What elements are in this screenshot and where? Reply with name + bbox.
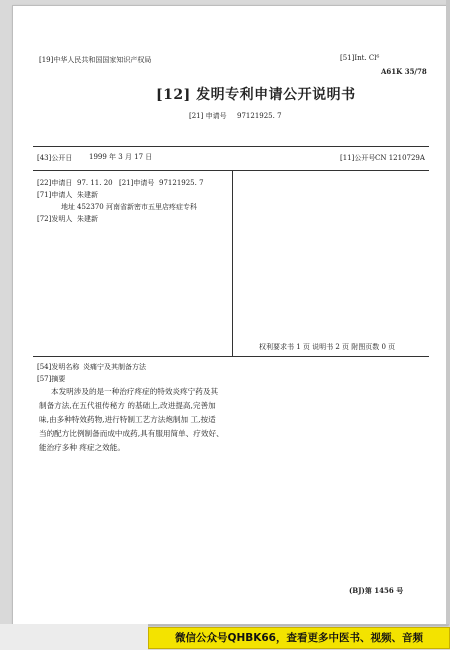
status-bar — [0, 624, 148, 650]
publication-date: 1999 年 3 月 17 日 — [89, 153, 153, 161]
divider-mid — [33, 170, 429, 171]
address: 452370 河南省新密市五里店疼症专科 — [77, 203, 197, 211]
invention-name-label: [54]发明名称 — [37, 363, 80, 371]
invention-name: 炎痛宁及其制备方法 — [83, 363, 146, 371]
inventor-label: [72]发明人 — [37, 215, 73, 223]
page-counts: 权利要求书 1 页 说明书 2 页 附图页数 0 页 — [259, 343, 396, 351]
application-number: 97121925. 7 — [237, 112, 282, 120]
abstract-line: 味,由多种特效药物,进行特制工艺方法炮制加 工,按适 — [39, 415, 216, 424]
divider-abstract — [33, 356, 429, 357]
abstract-line: 能治疗多种 疼症之效能。 — [39, 443, 125, 452]
promo-banner: 微信公众号QHBK66，查看更多中医书、视频、音频 — [148, 627, 450, 649]
abstract-line: 当的配方比例制备而成中成药,具有服用简单、疗效好、 — [39, 429, 224, 438]
publication-number-label: [11]公开号 — [340, 154, 376, 162]
abstract-label: [57]摘要 — [37, 375, 66, 383]
filing-date-label: [22]申请日 — [37, 179, 73, 187]
document-type-title: [12] 发明专利申请公开说明书 — [156, 87, 356, 103]
applicant-label: [71]申请人 — [37, 191, 73, 199]
address-label: 地址 — [61, 203, 75, 211]
application-number-label: [21] 申请号 — [189, 112, 227, 120]
vertical-scrollbar[interactable] — [446, 0, 450, 624]
int-cl-value: A61K 35/78 — [381, 67, 427, 76]
column-divider — [232, 170, 233, 356]
abstract-line: 本发明涉及的是一种治疗疼症的特效炎疼宁药及其 — [51, 387, 219, 396]
abstract-line: 制备方法,在五代祖传秘方 的基础上,改进提高,完善加 — [39, 401, 216, 410]
publication-date-label: [43]公开日 — [37, 154, 73, 162]
app-number: 97121925. 7 — [159, 179, 204, 187]
page-code: (BJ)第 1456 号 — [349, 586, 404, 595]
issuing-authority: [19]中华人民共和国国家知识产权局 — [39, 56, 152, 64]
patent-page — [12, 5, 448, 625]
filing-date: 97. 11. 20 — [77, 179, 113, 187]
inventor-name: 朱建新 — [77, 215, 98, 223]
applicant-name: 朱建新 — [77, 191, 98, 199]
publication-number: CN 1210729A — [375, 154, 425, 162]
app-number-label: [21]申请号 — [119, 179, 155, 187]
divider-top — [33, 146, 429, 147]
int-cl-label: [51]Int. Cl⁶ — [340, 54, 380, 62]
